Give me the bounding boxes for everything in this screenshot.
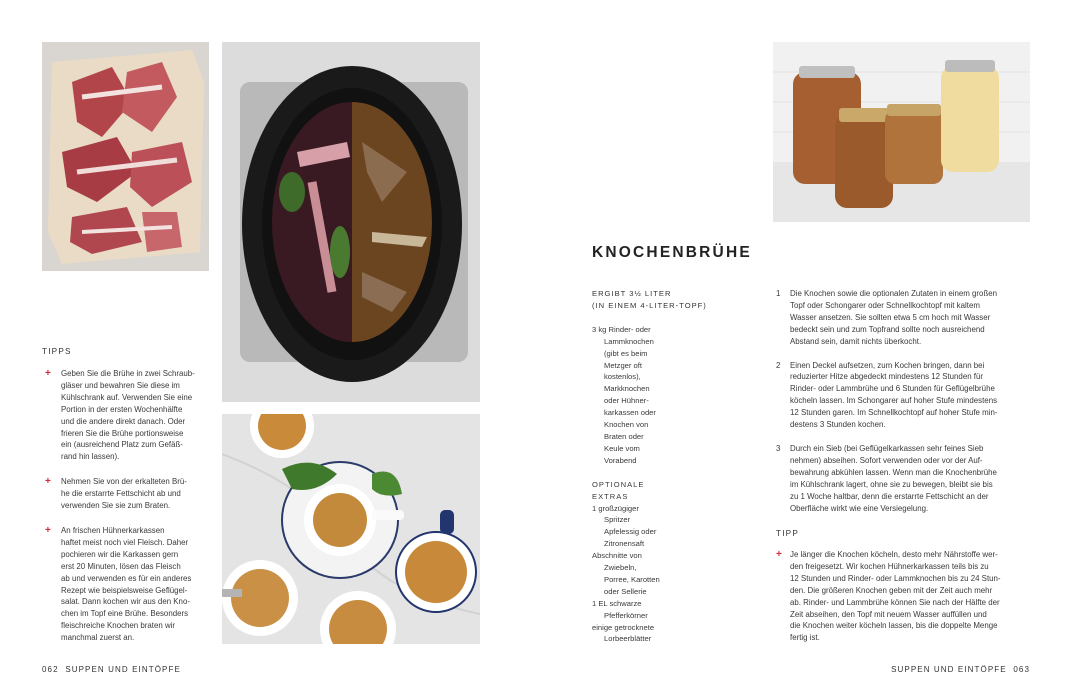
raw-bones-photo (42, 42, 209, 271)
plus-icon: + (45, 476, 51, 488)
left-page-number: 062 (42, 665, 59, 674)
method-step: 1 Die Knochen sowie die optionalen Zutaten in einem großen Topf oder Schongarer oder Schnellkochtopf mit kaltem Wasser ansetzen. Sie sollten etwa 5 cm hoch mit Wasser bedeckt sein und zum Topfrand sollte noch ausreichend Abstand sein, damit nichts überkocht. (776, 289, 998, 346)
ingredients-column (592, 288, 722, 645)
yield-pot-line: (IN EINEM 4-LITER-TOPF) (592, 300, 707, 310)
yield-line: ERGIBT 3½ LITER (592, 289, 672, 298)
slow-cooker-photo (222, 42, 480, 402)
right-footer (891, 665, 1030, 674)
step-number: 3 (776, 443, 781, 453)
tip-item: + Je länger die Knochen köcheln, desto mehr Nährstoffe wer- den freigesetzt. Wir kochen Hühnerkarkassen teils bis zu 12 Stunden und Rinder- oder Lammknochen bis zu 24 Stun- den. Die größeren Knochen geben mit der Zeit auch mehr ab. Rinder- und Lammbrühe können Sie nach der Hälfte der Zeit abseihen, den Topf mit neuem Wasser auffüllen und die Knochen weiter köcheln lassen, bis die doppelte Menge fertig ist. (776, 549, 1001, 643)
ingredient-item: 3 kg Rinder- oder Lammknochen (gibt es beim Metzger oft kostenlos), Markknochen oder Hühner- karkassen oder Knochen von Braten oder Keule vom Vorabend (592, 324, 656, 465)
tip-box (776, 549, 1038, 657)
tips-list (42, 368, 217, 657)
tip-item: + An frischen Hühnerkarkassen haftet meist noch viel Fleisch. Daher pochieren wir die Karkassen gern erst 20 Minuten, lösen das Fleisch ab und verwenden es für ein anderes Rezept wie beispielsweise Geflügel- salat. Dann kochen wir aus den Kno- chen im Topf eine Brühe. Besonders fleischreiche Knochen braten wir manchmal zuerst an. (45, 524, 192, 643)
method-steps (776, 288, 1038, 526)
tip-heading: TIPP (776, 529, 799, 538)
ingredient-item: einige getrocknete Lorbeerblätter (592, 622, 655, 644)
broth-bowls-photo (222, 414, 480, 644)
right-footer-label: SUPPEN UND EINTÖPFE (891, 665, 1007, 674)
tip-item: + Geben Sie die Brühe in zwei Schraub- gläser und bewahren Sie diese im Kühlschrank auf. Verwenden Sie eine Portion in der ersten Wochenhälfte und die andere direkt danach. Oder frieren Sie die Brühe portionsweise ein (ausreichend Platz zum Gefäß- rand hin lassen). (45, 368, 195, 462)
left-footer (42, 665, 181, 674)
right-page-number: 063 (1013, 665, 1030, 674)
broth-jars-photo (773, 42, 1030, 222)
method-step: 2 Einen Deckel aufsetzen, zum Kochen bringen, dann bei reduzierter Hitze abgedeckt mindestens 12 Stunden für Rinder- oder Lammbrühe und 6 Stunden für Geflügelbrühe köcheln lassen. Im Schongarer auf hoher Stufe mindestens 12 Stunden garen. Im Schnellkochtopf auf hoher Stufe min- destens 3 Stunden kochen. (776, 360, 998, 430)
optional-heading: OPTIONALE (592, 479, 645, 489)
method-step: 3 Durch ein Sieb (bei Geflügelkarkassen sehr feines Sieb nehmen) abseihen. Sofort verwenden oder vor der Auf- bewahrung abkühlen lassen. Wenn man die Knochenbrühe im Kühlschrank lagert, ohne sie zu bewegen, bleibt sie bis zu 1 Woche haltbar, denn die erstarrte Fettschicht an der Oberfläche wirkt wie eine Versiegelung. (776, 443, 997, 513)
ingredient-item: 1 EL schwarze Pfefferkörner (592, 598, 648, 620)
plus-icon: + (45, 524, 51, 536)
tip-item: + Nehmen Sie von der erkalteten Brü- he die erstarrte Fettschicht ab und verwenden Sie sie zum Braten. (45, 476, 187, 511)
left-footer-label: SUPPEN UND EINTÖPFE (65, 665, 181, 674)
ingredient-item: 1 großzügiger Spritzer Apfelessig oder Zitronensaft (592, 503, 657, 549)
optional-heading-extras: EXTRAS (592, 491, 629, 501)
ingredient-item: Abschnitte von Zwiebeln, Porree, Karotten oder Sellerie (592, 551, 660, 596)
plus-icon: + (776, 549, 782, 560)
step-number: 2 (776, 360, 781, 370)
recipe-title: KNOCHENBRÜHE (592, 244, 752, 261)
step-number: 1 (776, 289, 781, 298)
plus-icon: + (45, 368, 51, 379)
tips-heading: TIPPS (42, 347, 72, 356)
